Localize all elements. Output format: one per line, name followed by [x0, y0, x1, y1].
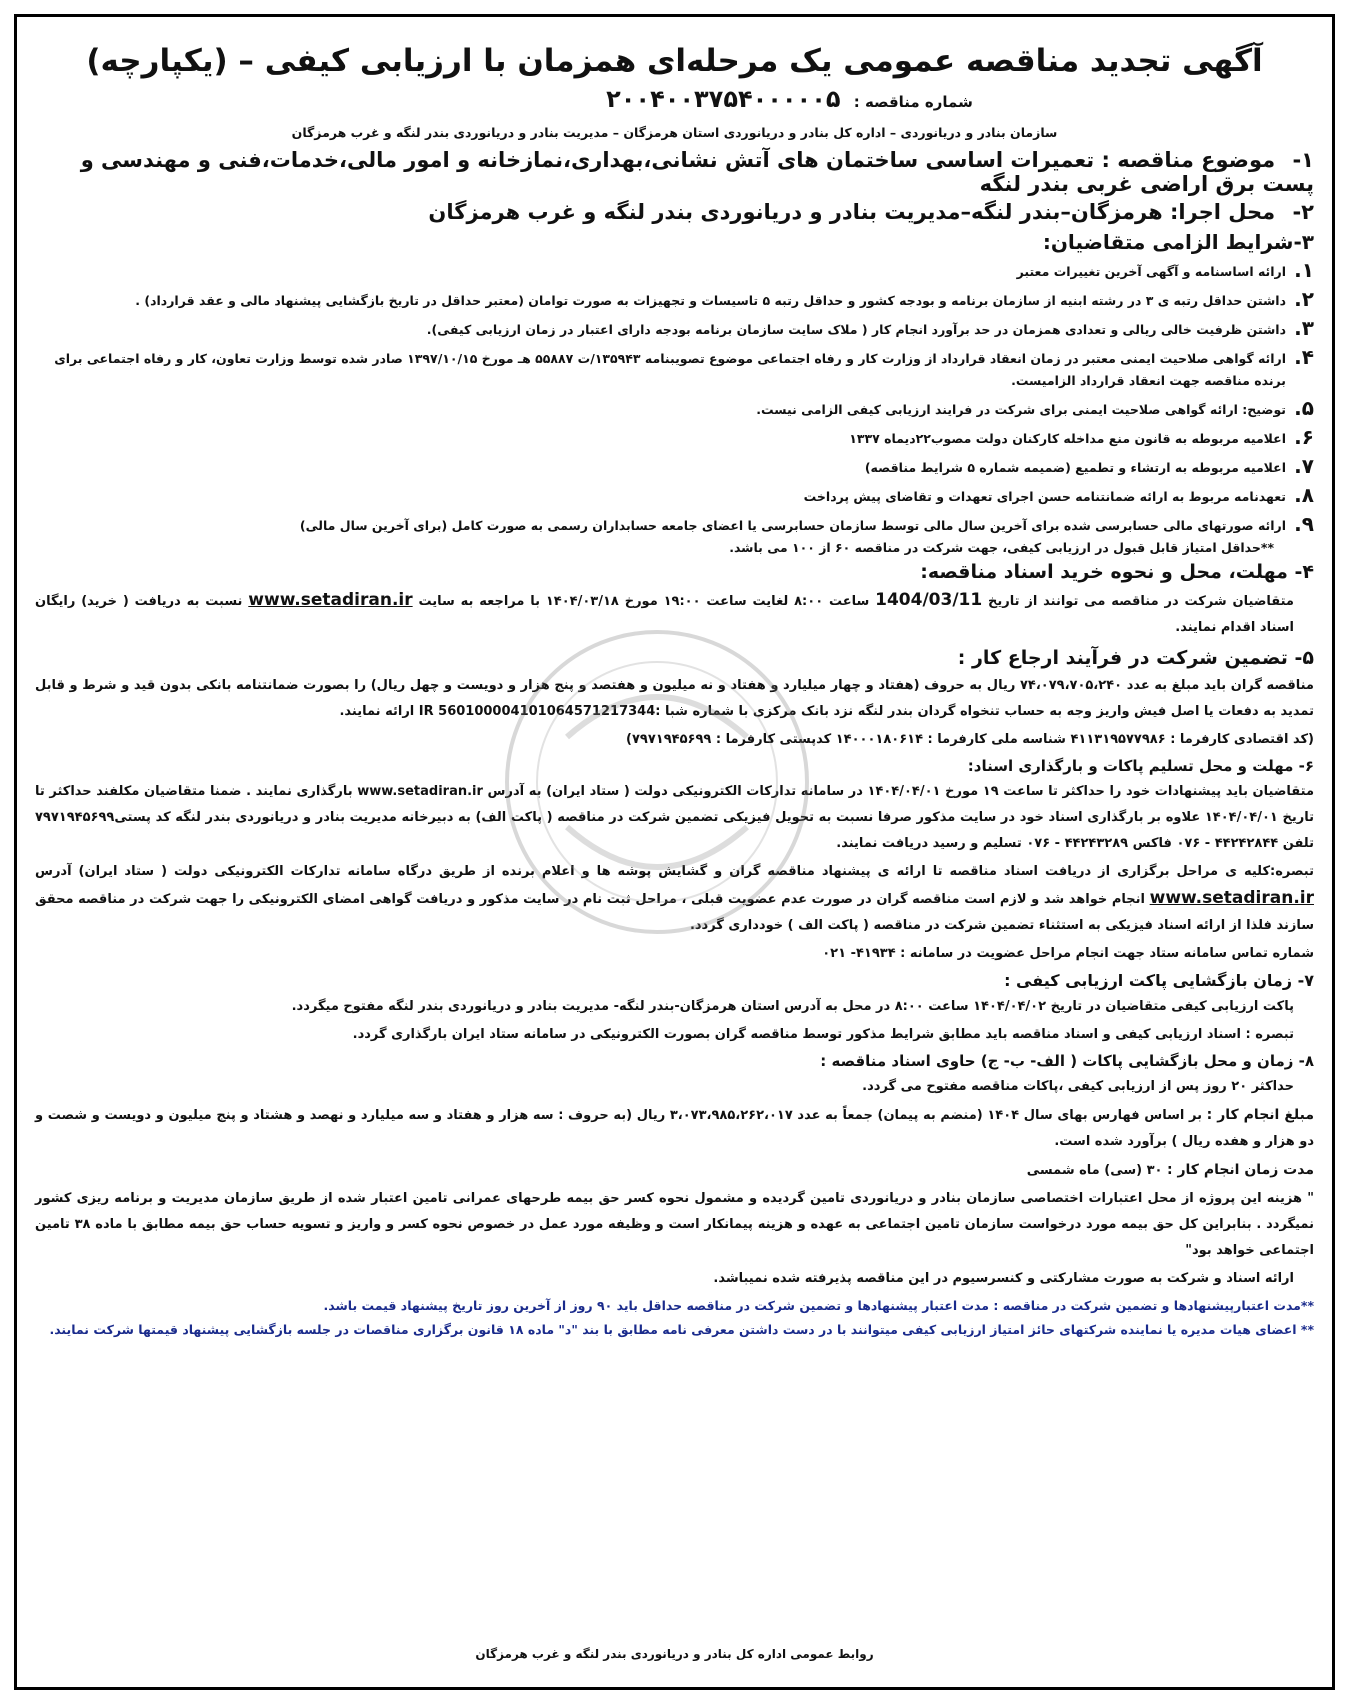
- section-label: موضوع مناقصه :: [1101, 148, 1276, 172]
- section-title: ۴- مهلت، محل و نحوه خرید اسناد مناقصه:: [920, 561, 1314, 583]
- setadiran-link[interactable]: www.setadiran.ir: [1149, 888, 1314, 908]
- board-note: ** اعضای هیات مدیره یا نماینده شرکتهای حائز امتیاز ارزیابی کیفی میتوانند با در دست داشتن معرفی نامه مطابق با بند "د" ماده ۱۸ قانون برگزاری مناقصات در جلسه بازگشایی پیشنهاد قیمتها شرکت نمایند.: [49, 1322, 1314, 1337]
- conditions-list: [35, 258, 1314, 537]
- list-item: ۳. داشتن ظرفیت خالی ریالی و تعدادی همزمان در حد برآورد انجام کار ( ملاک سایت سازمان برنامه بودجه دارای اعتبار در زمان ارزیابی کیفی).: [426, 316, 1314, 340]
- note-paragraph: تبصره : اسناد ارزیابی کیفی و اسناد مناقصه باید مطابق شرایط مذکور توسط مناقصه گران بصورت الکترونیکی در سامانه ستاد ایران بارگذاری گردد.: [352, 1027, 1294, 1042]
- section-title: ۷- زمان بازگشایی پاکت ارزیابی کیفی :: [1004, 971, 1314, 990]
- section-location: [35, 200, 1314, 224]
- list-item: ۴. ارائه گواهی صلاحیت ایمنی معتبر در زمان انعقاد قرارداد از وزارت کار و رفاه اجتماعی موضوع تصویبنامه ۱۳۵۹۴۳/ت ۵۵۸۸۷ هـ مورخ ۱۳۹۷/۱۰/۱۵ صادر شده توسط وزارت تعاون، کار و رفاه اجتماعی برای برنده مناقصه جهت انعقاد قرارداد الزامیست.: [54, 345, 1314, 388]
- notice-title: آگهی تجدید مناقصه عمومی یک مرحله‌ای همزمان با ارزیابی کیفی – (یکپارچه): [86, 43, 1263, 79]
- section-title: ۸- زمان و محل بازگشایی پاکات ( الف- ب- ج) حاوی اسناد مناقصه :: [820, 1052, 1314, 1070]
- opening-timing: حداکثر ۲۰ روز پس از ارزیابی کیفی ،پاکات مناقصه مفتوح می گردد.: [862, 1079, 1294, 1094]
- tender-number-label: شماره مناقصه :: [853, 93, 973, 111]
- amount-label: مبلغ انجام کار :: [1206, 1107, 1314, 1123]
- list-item: ۲. داشتن حداقل رتبه ی ۳ در رشته ابنیه از سازمان برنامه و بودجه کشور و حداقل رتبه ۵ تاسیسات و تجهیزات به صورت توامان (معتبر حداقل در تاریخ بازگشایی پیشنهاد مالی و عقد قرارداد) .: [135, 287, 1314, 311]
- guarantee-paragraph: مناقصه گران باید مبلغ به عدد ۷۴،۰۷۹،۷۰۵،۲۴۰ ریال به حروف (هفتاد و چهار میلیارد و هفتاد و نه میلیون و هفتصد و پنج هزار و دویست و چهل ریال) را بصورت ضمانتنامه بانکی بدون قید و شرط و قابل تمدید به دفعات یا اصل فیش واریز وجه به حساب تنخواه گردان بندر لنگه نزد بانک مرکزی با شماره شبا :IR 560100004101064571217344 ارائه نمایند.: [35, 678, 1314, 719]
- section-number: ۱-: [1292, 148, 1314, 172]
- employer-codes: (کد اقتصادی کارفرما : ۴۱۱۳۱۹۵۷۷۹۸۶ شناسه ملی کارفرما : ۱۴۰۰۰۱۸۰۶۱۴ کدپستی کارفرما : ۷۹۷۱۹۴۵۶۹۹): [626, 732, 1314, 747]
- tender-notice: [14, 14, 1335, 1690]
- organization-line: سازمان بنادر و دریانوردی – اداره کل بنادر و دریانوردی استان هرمزگان – مدیریت بنادر و دریانوردی بندر لنگه و غرب هرمزگان: [291, 125, 1058, 140]
- opening-paragraph: پاکت ارزیابی کیفی متقاضیان در تاریخ ۱۴۰۴/۰۴/۰۲ ساعت ۸:۰۰ در محل به آدرس استان هرمزگان-بندر لنگه- مدیریت بنادر و دریانوردی بندر لنگه مفتوح میگردد.: [291, 999, 1294, 1014]
- contact-line: شماره تماس سامانه ستاد جهت انجام مراحل عضویت در سامانه : ۴۱۹۳۴- ۰۲۱: [822, 946, 1314, 961]
- section-subject: [35, 148, 1314, 196]
- min-score-note: **حداقل امتیاز قابل قبول در ارزیابی کیفی، جهت شرکت در مناقصه ۶۰ از ۱۰۰ می باشد.: [729, 540, 1274, 555]
- tender-number: ۲۰۰۴۰۰۳۷۵۴۰۰۰۰۰۵: [606, 85, 841, 113]
- section-number: ۲-: [1292, 200, 1314, 224]
- section-title: ۵- تضمین شرکت در فرآیند ارجاع کار :: [957, 647, 1314, 669]
- start-date: 1404/03/11: [875, 590, 983, 610]
- setadiran-link[interactable]: www.setadiran.ir: [248, 590, 413, 610]
- duration-label: مدت زمان انجام کار :: [1167, 1162, 1314, 1178]
- section-title: ۶- مهلت و محل تسلیم پاکات و بارگذاری اسناد:: [967, 757, 1314, 775]
- list-item: ۱. ارائه اساسنامه و آگهی آخرین تغییرات معتبر: [1016, 258, 1314, 282]
- note-paragraph: تبصره:کلیه ی مراحل برگزاری از دریافت اسناد مناقصه تا ارائه ی پیشنهاد مناقصه گران و گشایش پوشه ها و اعلام برنده از طریق درگاه سامانه تدارکات الکترونیکی دولت ( ستاد ایران) آدرس www.setadiran.ir انجام خواهد شد و لازم است مناقصه گران در صورت عدم عضویت قبلی ، مراحل ثبت نام در سایت مذکور و دریافت گواهی امضای الکترونیکی را جهت شرکت در مناقصه محقق سازند فلذا از ارائه اسناد فیزیکی به استثناء تضمین شرکت در مناقصه ( پاکت الف ) خودداری گردد.: [35, 864, 1314, 933]
- section-title: ۳-شرایط الزامی متقاضیان:: [1042, 230, 1314, 254]
- section-text: محل اجرا: هرمزگان–بندر لنگه–مدیریت بنادر و دریانوردی بندر لنگه و غرب هرمزگان: [428, 200, 1276, 224]
- insurance-paragraph: " هزینه این پروژه از محل اعتبارات اختصاصی سازمان بنادر و دریانوردی تامین گردیده و مشمول نحوه کسر حق بیمه طرحهای عمرانی تامین اعتبار شده از طریق سازمان مدیریت و برنامه ریزی کشور نمیگردد . بنابراین کل حق بیمه مورد درخواست سازمان تامین اجتماعی به عهده و هزینه پیمانکار است و وظیفه مورد عمل در خصوص نحوه کسر و واریز و تسویه حساب حق بیمه مطابق با ماده ۳۸ تامین اجتماعی خواهد بود": [35, 1191, 1314, 1258]
- list-item: ۵. توضیح: ارائه گواهی صلاحیت ایمنی برای شرکت در فرایند ارزیابی کیفی الزامی نیست.: [756, 396, 1314, 420]
- list-item: ۸. تعهدنامه مربوط به ارائه ضمانتنامه حسن اجرای تعهدات و تقاضای پیش پرداخت: [803, 483, 1314, 507]
- list-item: ۶. اعلامیه مربوطه به قانون منع مداخله کارکنان دولت مصوب۲۲دیماه ۱۳۳۷: [849, 425, 1314, 449]
- list-item: ۹. ارائه صورتهای مالی حسابرسی شده برای آخرین سال مالی توسط سازمان حسابرسی یا اعضای جامعه حسابداران رسمی به صورت کامل (برای آخرین سال مالی): [299, 512, 1314, 536]
- validity-note: **مدت اعتبارپیشنهادها و تضمین شرکت در مناقصه : مدت اعتبار پیشنهادها و تضمین شرکت در مناقصه حداقل باید ۹۰ روز از آخرین روز تاریخ پیشنهاد قیمت باشد.: [323, 1298, 1314, 1313]
- consortium-line: ارائه اسناد و شرکت به صورت مشارکتی و کنسرسیوم در این مناقصه پذیرفته شده نمیباشد.: [713, 1271, 1294, 1286]
- purchase-paragraph: متقاضیان شرکت در مناقصه می توانند از تاریخ 1404/03/11 ساعت ۸:۰۰ لغایت ساعت ۱۹:۰۰ مورخ ۱۴۰۴/۰۳/۱۸ با مراجعه به سایت www.setadiran.ir نسبت به دریافت ( خرید) رایگان اسناد اقدام نمایند.: [35, 590, 1294, 635]
- list-item: ۷. اعلامیه مربوطه به ارتشاء و تطمیع (ضمیمه شماره ۵ شرایط مناقصه): [864, 454, 1314, 478]
- footer-signature: روابط عمومی اداره کل بنادر و دریانوردی بندر لنگه و غرب هرمزگان: [475, 1647, 874, 1661]
- submission-paragraph: متقاضیان باید پیشنهادات خود را حداکثر تا ساعت ۱۹ مورخ ۱۴۰۴/۰۴/۰۱ در سامانه تدارکات الکترونیکی دولت ( ستاد ایران) به آدرس www.setadiran.ir بارگذاری نمایند . ضمنا متقاضیان مکلفند حداکثر تا تاریخ ۱۴۰۴/۰۴/۰۱ علاوه بر بارگذاری اسناد خود در سایت مذکور صرفا نسبت به تحویل فیزیکی تضمین شرکت در مناقصه ( پاکت الف) به دبیرخانه مدیریت بنادر و دریانوردی بندر لنگه کد پستی۷۹۷۱۹۴۵۶۹۹ تلفن ۴۴۲۴۲۸۴۴ - ۰۷۶ فاکس ۴۴۲۴۳۲۸۹ - ۰۷۶ تسلیم و رسید دریافت نمایند.: [35, 784, 1314, 851]
- duration-line: مدت زمان انجام کار : ۳۰ (سی) ماه شمسی: [1026, 1162, 1314, 1178]
- tender-number-line: [35, 85, 1314, 113]
- amount-paragraph: مبلغ انجام کار : بر اساس فهارس بهای سال ۱۴۰۴ (منضم به پیمان) جمعاً به عدد ۳،۰۷۳،۹۸۵،۲۶۲،۰۱۷ ریال (به حروف : سه هزار و هفتاد و سه میلیارد و نهصد و هشتاد و پنج میلیون و دویست و شصت و دو هزار و هفده ریال ) برآورد شده است.: [35, 1107, 1314, 1149]
- section-text: تعمیرات اساسی ساختمان های آتش نشانی،بهداری،نمازخانه و امور مالی،خدمات،فنی و مهندسی و پست برق اراضی غربی بندر لنگه: [80, 148, 1314, 196]
